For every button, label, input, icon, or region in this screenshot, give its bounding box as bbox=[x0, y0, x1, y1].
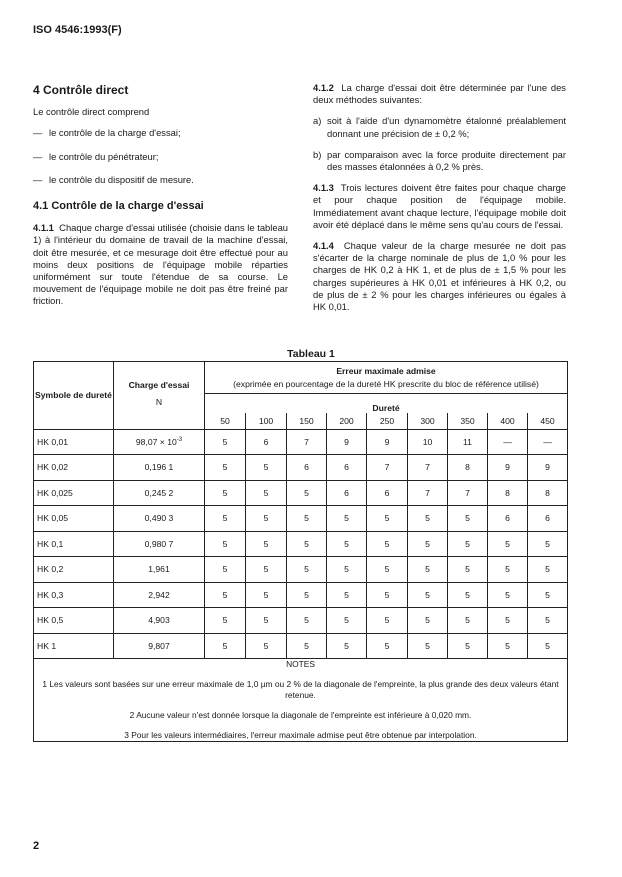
table-row bbox=[34, 480, 568, 506]
error-value-cell: 5 bbox=[205, 531, 246, 557]
clause-number: 4.1.2 bbox=[313, 82, 334, 93]
error-value-cell: 5 bbox=[528, 531, 568, 557]
section-4-intro: Le contrôle direct comprend bbox=[33, 106, 150, 118]
error-value-cell: 5 bbox=[246, 557, 287, 583]
error-value-cell: 9 bbox=[528, 455, 568, 481]
paragraph-4-1-2: 4.1.2 La charge d'essai doit être déterminée par l'une des deux méthodes suivantes: bbox=[313, 82, 566, 106]
hardness-value-header: 450 bbox=[528, 413, 568, 430]
row-charge: $98,07 \times 10^{-3}$ bbox=[114, 429, 205, 455]
row-charge: 4,903 bbox=[114, 608, 205, 634]
error-value-cell: 6 bbox=[528, 506, 568, 532]
error-value-cell: 5 bbox=[528, 633, 568, 659]
error-value-cell: 5 bbox=[327, 531, 367, 557]
error-value-cell: 5 bbox=[448, 531, 488, 557]
error-value-cell: 5 bbox=[205, 429, 246, 455]
error-value-cell: 5 bbox=[205, 557, 246, 583]
error-value-cell: 5 bbox=[205, 455, 246, 481]
section-4-1-heading: 4.1 Contrôle de la charge d'essai bbox=[33, 200, 204, 213]
error-value-cell: 5 bbox=[287, 633, 327, 659]
note-1: 1 Les valeurs sont basées sur une erreur maximale de 1,0 µm ou 2 % de la diagonale de l'empreinte, la plus grande des deux valeurs étant retenue. bbox=[42, 679, 559, 700]
row-symbol: HK 0,1 bbox=[34, 531, 114, 557]
error-value-cell: 5 bbox=[287, 582, 327, 608]
error-value-cell: 8 bbox=[448, 455, 488, 481]
error-value-cell: 9 bbox=[367, 429, 408, 455]
error-value-cell: 5 bbox=[408, 633, 448, 659]
error-value-cell: 5 bbox=[488, 608, 528, 634]
table-row bbox=[34, 633, 568, 659]
error-value-cell: 6 bbox=[246, 429, 287, 455]
error-value-cell: 5 bbox=[246, 608, 287, 634]
error-value-cell: 5 bbox=[287, 506, 327, 532]
table-row bbox=[34, 582, 568, 608]
method-item: b) par comparaison avec la force produite directement par des masses étalonnées à 0,2 % près. bbox=[313, 148, 566, 173]
error-value-cell: 5 bbox=[448, 557, 488, 583]
row-symbol: HK 0,05 bbox=[34, 506, 114, 532]
table-notes bbox=[34, 659, 568, 742]
dash-item: — le contrôle du pénétrateur; bbox=[33, 150, 159, 162]
hardness-value-header: 300 bbox=[408, 413, 448, 430]
error-value-cell: 5 bbox=[367, 506, 408, 532]
error-value-cell: 5 bbox=[408, 557, 448, 583]
error-value-cell: 5 bbox=[327, 608, 367, 634]
row-charge: 0,245 2 bbox=[114, 480, 205, 506]
hardness-value-header: 400 bbox=[488, 413, 528, 430]
error-value-cell: 5 bbox=[408, 608, 448, 634]
error-value-cell: 5 bbox=[448, 608, 488, 634]
error-value-cell: 5 bbox=[367, 633, 408, 659]
error-value-cell: 5 bbox=[327, 557, 367, 583]
error-value-cell: 5 bbox=[246, 633, 287, 659]
error-value-cell: 5 bbox=[205, 633, 246, 659]
dash-item: — le contrôle de la charge d'essai; bbox=[33, 127, 181, 139]
standard-id: ISO 4546:1993(F) bbox=[33, 24, 122, 36]
error-value-cell: 8 bbox=[528, 480, 568, 506]
error-value-cell: 5 bbox=[246, 480, 287, 506]
table-row bbox=[34, 531, 568, 557]
error-value-cell: 6 bbox=[327, 455, 367, 481]
error-value-cell: 5 bbox=[448, 633, 488, 659]
hardness-value-header: 250 bbox=[367, 413, 408, 430]
row-charge: 1,961 bbox=[114, 557, 205, 583]
note-2: 2 Aucune valeur n'est donnée lorsque la diagonale de l'empreinte est inférieure à 0,020 mm. bbox=[129, 710, 472, 720]
method-item: a) soit à l'aide d'un dynamomètre étalonné préalablement donnant une précision de ± 0,2 %; bbox=[313, 115, 566, 139]
row-symbol: HK 0,01 bbox=[34, 429, 114, 455]
error-value-cell: 5 bbox=[528, 557, 568, 583]
paragraph-4-1-4: 4.1.4 Chaque valeur de la charge mesurée ne doit pas s'écarter de la charge nominale de plus de 1,0 % pour les charges de HK 0,2 à HK 1, et de plus de ± 1,5 % pour les charges supérieures à HK 0,01 et inférieures à HK 0,2, ou de plus de ± 2 % pour les charges inférieures ou égales à HK 0,01. bbox=[313, 240, 566, 313]
error-value-cell: 7 bbox=[287, 429, 327, 455]
error-value-cell: 5 bbox=[528, 582, 568, 608]
hardness-value-header: 150 bbox=[287, 413, 327, 430]
error-value-cell: 5 bbox=[287, 531, 327, 557]
paragraph-4-1-3: 4.1.3 Trois lectures doivent être faites pour chaque charge et pour chaque position de l'équipage mobile. Immédiatement avant chaque lecture, l'équipage mobile doit avoir été déplacé dans le même sens qu'au cours de l'essai. bbox=[313, 182, 566, 230]
header-error: Erreur maximale admise (exprimée en pourcentage de la dureté HK prescrite du bloc de référence utilisé) bbox=[205, 362, 568, 394]
error-value-cell: 5 bbox=[367, 582, 408, 608]
row-symbol: HK 0,025 bbox=[34, 480, 114, 506]
row-charge: 0,980 7 bbox=[114, 531, 205, 557]
note-3: 3 Pour les valeurs intermédiaires, l'erreur maximale admise peut être obtenue par interpolation. bbox=[124, 730, 477, 740]
table-row bbox=[34, 429, 568, 455]
error-value-cell: 6 bbox=[287, 455, 327, 481]
error-value-cell: — bbox=[488, 429, 528, 455]
error-value-cell: 5 bbox=[488, 531, 528, 557]
clause-number: 4.1.1 bbox=[33, 222, 54, 234]
error-value-cell: 5 bbox=[367, 557, 408, 583]
error-value-cell: 7 bbox=[367, 455, 408, 481]
error-value-cell: 5 bbox=[448, 506, 488, 532]
error-value-cell: 5 bbox=[246, 455, 287, 481]
row-charge: 0,196 1 bbox=[114, 455, 205, 481]
error-value-cell: 9 bbox=[327, 429, 367, 455]
table-row bbox=[34, 557, 568, 583]
error-value-cell: 5 bbox=[327, 506, 367, 532]
section-4-heading: 4 Contrôle direct bbox=[33, 83, 129, 97]
header-hardness: Dureté bbox=[205, 393, 568, 413]
header-charge-unit: N bbox=[114, 393, 205, 429]
hardness-value-header: 100 bbox=[246, 413, 287, 430]
error-value-cell: 9 bbox=[488, 455, 528, 481]
right-column bbox=[313, 82, 566, 322]
notes-title: NOTES bbox=[286, 659, 315, 669]
error-value-cell: 7 bbox=[448, 480, 488, 506]
error-value-cell: 5 bbox=[287, 608, 327, 634]
error-value-cell: 5 bbox=[408, 582, 448, 608]
table-row bbox=[34, 608, 568, 634]
left-column bbox=[33, 82, 288, 317]
hardness-value-header: 200 bbox=[327, 413, 367, 430]
error-value-cell: 5 bbox=[367, 531, 408, 557]
error-value-cell: 5 bbox=[205, 480, 246, 506]
error-value-cell: 6 bbox=[327, 480, 367, 506]
error-value-cell: 5 bbox=[246, 582, 287, 608]
error-value-cell: 5 bbox=[448, 582, 488, 608]
error-value-cell: 5 bbox=[327, 633, 367, 659]
header-charge: Charge d'essai bbox=[114, 362, 205, 394]
page-number: 2 bbox=[33, 840, 40, 852]
error-value-cell: 5 bbox=[528, 608, 568, 634]
clause-number: 4.1.4 bbox=[313, 240, 334, 252]
error-value-cell: 5 bbox=[488, 557, 528, 583]
row-symbol: HK 0,02 bbox=[34, 455, 114, 481]
error-value-cell: 5 bbox=[287, 557, 327, 583]
paragraph-4-1-1: 4.1.1 Chaque charge d'essai utilisée (choisie dans le tableau 1) à l'intérieur du domaine de travail de la machine d'essai, doit être mesurée, et ce mesurage doit être effectué pour au moins deux positions de l'équipage mobile réparties uniformément sur toute l'étendue de sa course. Le mouvement de l'équipage mobile ne doit pas être freiné par friction. bbox=[33, 222, 288, 307]
error-value-cell: 7 bbox=[408, 455, 448, 481]
row-symbol: HK 0,3 bbox=[34, 582, 114, 608]
error-value-cell: 5 bbox=[327, 582, 367, 608]
error-value-cell: 5 bbox=[488, 633, 528, 659]
row-charge: 9,807 bbox=[114, 633, 205, 659]
row-symbol: HK 0,5 bbox=[34, 608, 114, 634]
header-symbol: Symbole de dureté bbox=[34, 362, 114, 430]
table-caption: Tableau 1 bbox=[287, 348, 335, 360]
row-symbol: HK 0,2 bbox=[34, 557, 114, 583]
error-value-cell: — bbox=[528, 429, 568, 455]
error-value-cell: 5 bbox=[408, 531, 448, 557]
dash-item: — le contrôle du dispositif de mesure. bbox=[33, 173, 194, 185]
row-charge: 2,942 bbox=[114, 582, 205, 608]
error-value-cell: 5 bbox=[205, 608, 246, 634]
error-value-cell: 5 bbox=[205, 582, 246, 608]
row-symbol: HK 1 bbox=[34, 633, 114, 659]
error-value-cell: 5 bbox=[408, 506, 448, 532]
error-value-cell: 5 bbox=[205, 506, 246, 532]
error-value-cell: 8 bbox=[488, 480, 528, 506]
error-value-cell: 5 bbox=[488, 582, 528, 608]
error-value-cell: 5 bbox=[246, 531, 287, 557]
hardness-error-table bbox=[33, 361, 568, 742]
table-row bbox=[34, 506, 568, 532]
error-value-cell: 5 bbox=[287, 480, 327, 506]
hardness-value-header: 50 bbox=[205, 413, 246, 430]
error-value-cell: 7 bbox=[408, 480, 448, 506]
error-value-cell: 6 bbox=[488, 506, 528, 532]
table-row bbox=[34, 455, 568, 481]
error-value-cell: 11 bbox=[448, 429, 488, 455]
error-value-cell: 5 bbox=[367, 608, 408, 634]
row-charge: 0,490 3 bbox=[114, 506, 205, 532]
hardness-value-header: 350 bbox=[448, 413, 488, 430]
error-value-cell: 6 bbox=[367, 480, 408, 506]
error-value-cell: 5 bbox=[246, 506, 287, 532]
error-value-cell: 10 bbox=[408, 429, 448, 455]
clause-number: 4.1.3 bbox=[313, 182, 334, 194]
